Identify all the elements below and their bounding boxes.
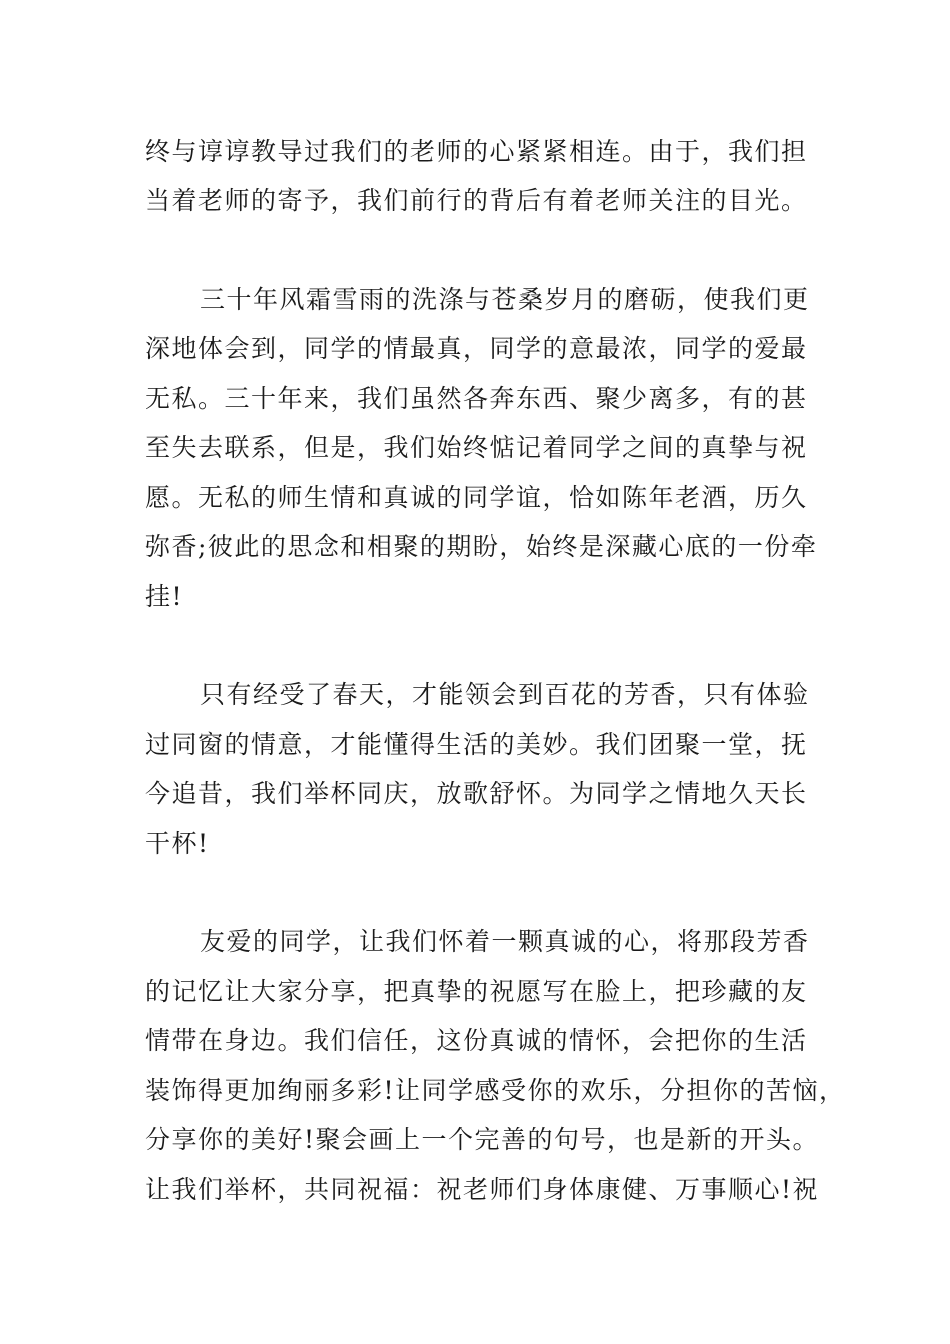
paragraph-line: 深地体会到，同学的情最真，同学的意最浓，同学的爱最 <box>145 334 808 363</box>
paragraph-line: 愿。无私的师生情和真诚的同学谊，恰如陈年老酒，历久 <box>145 483 808 512</box>
paragraph-line: 至失去联系，但是，我们始终惦记着同学之间的真挚与祝 <box>145 433 808 462</box>
paragraph-line: 的记忆让大家分享，把真挚的祝愿写在脸上，把珍藏的友 <box>145 977 808 1006</box>
paragraph-line: 情带在身边。我们信任，这份真诚的情怀，会把你的生活 <box>145 1026 808 1055</box>
paragraph-line: 只有经受了春天，才能领会到百花的芳香，只有体验 <box>200 680 810 709</box>
paragraph-line: 让我们举杯，共同祝福：祝老师们身体康健、万事顺心!祝 <box>145 1175 820 1204</box>
paragraph-line: 分享你的美好!聚会画上一个完善的句号，也是新的开头。 <box>145 1125 820 1154</box>
paragraph-line: 三十年风霜雪雨的洗涤与苍桑岁月的磨砺，使我们更 <box>200 285 810 314</box>
paragraph-line: 干杯! <box>145 829 210 858</box>
paragraph-line: 过同窗的情意，才能懂得生活的美妙。我们团聚一堂，抚 <box>145 730 808 759</box>
paragraph-line: 装饰得更加绚丽多彩!让同学感受你的欢乐，分担你的苦恼， <box>145 1076 846 1105</box>
paragraph-line: 挂! <box>145 582 184 611</box>
paragraph-line: 弥香;彼此的思念和相聚的期盼，始终是深藏心底的一份牵 <box>145 532 818 561</box>
paragraph-line: 友爱的同学，让我们怀着一颗真诚的心，将那段芳香 <box>200 927 810 956</box>
paragraph-line: 今追昔，我们举杯同庆，放歌舒怀。为同学之情地久天长 <box>145 779 808 808</box>
paragraph-line: 当着老师的寄予，我们前行的背后有着老师关注的目光。 <box>145 186 808 215</box>
paragraph-line: 终与谆谆教导过我们的老师的心紧紧相连。由于，我们担 <box>145 137 808 166</box>
paragraph-line: 无私。三十年来，我们虽然各奔东西、聚少离多，有的甚 <box>145 384 808 413</box>
